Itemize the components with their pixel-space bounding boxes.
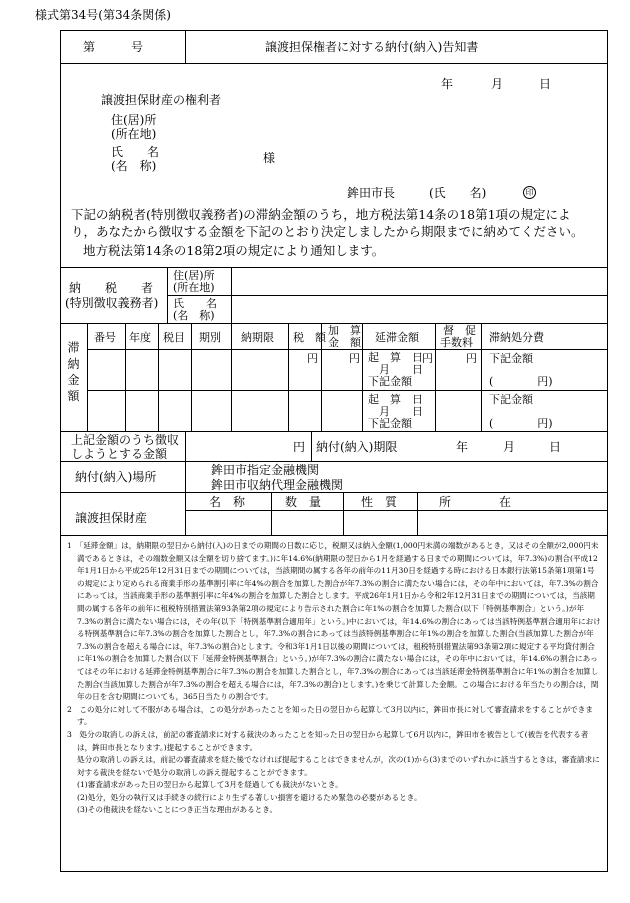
body-para1-line2: り，あなたから徴収する金額を下記のとおり決定しましたから期限までに納めてください。	[71, 224, 584, 239]
disposition-yen: ( 円)	[489, 375, 553, 388]
note-3: 3 処分の取消しの訴えは，前記の審査請求に対する裁決のあったことを知った日の翌日から起算して6月以内に，鉾田市を被告として(被告を代表する者は，鉾田市長となります。)提起することができます。	[67, 729, 589, 752]
issuer-title: 鉾田市長	[347, 186, 396, 200]
calc-below-amount: 下記金額	[368, 417, 412, 430]
recipient-address-sub: (所在地)	[111, 127, 157, 141]
amount-label-1: 上記金額のうち徴収	[71, 433, 180, 447]
rule	[61, 461, 607, 462]
note-2: 2 この処分に対して不服がある場合は，この処分があったことを知った日の翌日から起算して3月以内に，鉾田市長に対して審査請求をすることができます。	[67, 704, 593, 727]
note-3-1: (1)審査請求があった日の翌日から起算して3月を経過しても裁決がないとき。	[77, 780, 343, 790]
col-addition-2: 金 額	[328, 336, 361, 349]
collateral-col-nature: 性 質	[361, 495, 398, 509]
taxpayer-address-sub: (所在地)	[173, 281, 215, 294]
arrears-side-label: 滞納金額	[66, 341, 80, 406]
calc-month-day: 月 日	[379, 363, 423, 376]
col-demand-1: 督 促	[443, 324, 476, 337]
rule	[167, 295, 607, 296]
tax-amount-yen: 円	[307, 352, 318, 365]
notice-number-label: 第 号	[83, 40, 144, 54]
payment-place-2: 鉾田市収納代理金融機関	[211, 478, 344, 492]
amount-yen: 円	[293, 440, 306, 454]
notice-form	[60, 30, 608, 536]
rule	[481, 323, 482, 431]
rule	[311, 431, 312, 461]
col-demand-2: 手数料	[440, 336, 473, 349]
disposition-below-amount: 下記金額	[489, 393, 533, 406]
taxpayer-name-sub: (名 称)	[173, 309, 215, 322]
rule	[231, 323, 232, 431]
recipient-heading: 譲渡担保財産の権利者	[101, 93, 222, 107]
rule	[61, 431, 607, 432]
disposition-yen: ( 円)	[489, 417, 553, 430]
col-number: 番号	[94, 331, 116, 344]
col-period: 期別	[199, 331, 221, 344]
addition-yen: 円	[349, 352, 360, 365]
col-delinquency: 延滞金額	[375, 331, 419, 344]
rule	[185, 492, 186, 536]
rule	[87, 390, 607, 391]
calc-month-day: 月 日	[379, 405, 423, 418]
recipient-address-label: 住(居)所	[111, 113, 157, 127]
collateral-label: 譲渡担保財産	[75, 511, 148, 525]
payment-place-1: 鉾田市指定金融機関	[211, 463, 320, 477]
note-3-2: (2)処分，処分の執行又は手続きの続行により生ずる著しい損害を避けるため緊急の必要があるとき。	[77, 792, 422, 802]
taxpayer-label-sub: (特別徴収義務者)	[65, 296, 159, 310]
body-para1-line1: 下記の納税者(特別徴収義務者)の滞納金額のうち，地方税法第14条の18第1項の規定によ	[71, 207, 571, 222]
issuer-name-label: (氏 名)	[429, 186, 487, 200]
col-addition-1: 加 算	[328, 324, 361, 337]
col-fiscal-year: 年度	[129, 331, 151, 344]
calc-start: 起 算 日	[368, 393, 423, 406]
document-title: 譲渡担保権者に対する納付(納入)告知書	[265, 40, 479, 54]
collateral-col-qty: 数 量	[285, 495, 322, 509]
rule	[185, 510, 607, 511]
deadline-day: 日	[549, 440, 562, 454]
col-tax-amount: 税 額	[293, 331, 326, 344]
recipient-name-sub: (名 称)	[111, 159, 157, 173]
col-due-date: 納期限	[241, 331, 274, 344]
rule	[288, 323, 289, 431]
rule	[61, 267, 607, 268]
body-para2: 地方税法第14条の18第2項の規定により通知します。	[83, 243, 385, 258]
honorific: 様	[263, 151, 276, 165]
date-day: 日	[539, 77, 552, 91]
date-year: 年	[441, 77, 454, 91]
amount-label-2: しようとする金額	[71, 447, 168, 461]
demand-yen: 円	[466, 352, 477, 365]
deadline-label: 納付(納入)期限	[316, 440, 398, 454]
form-number: 様式第34号(第34条関係)	[35, 8, 171, 22]
collateral-col-name: 名 称	[209, 495, 246, 509]
disposition-below-amount: 下記金額	[489, 352, 533, 365]
taxpayer-label: 納 税 者	[69, 281, 154, 295]
rule	[362, 323, 363, 431]
rule	[125, 323, 126, 431]
calc-start: 起 算 日	[368, 351, 423, 364]
calc-below-amount: 下記金額	[368, 375, 412, 388]
col-tax-item: 税目	[163, 331, 185, 344]
taxpayer-name-label: 氏 名	[173, 297, 217, 310]
rule	[87, 349, 607, 350]
rule	[271, 492, 272, 536]
rule	[191, 323, 192, 431]
col-disposition: 滞納処分費	[489, 331, 544, 344]
payment-place-label: 納付(納入)場所	[75, 470, 157, 484]
notes-section	[60, 536, 608, 872]
note-3-3: (3)その他裁決を経ないことにつき正当な理由があるとき。	[77, 805, 278, 815]
note-3b: 処分の取消しの訴えは，前記の審査請求を経た後でなければ提起することはできませんが，次の(1)から(3)までのいずれかに該当するときは，審査請求に対する裁決を経ないで処分の取消しの訴え提起することができます。	[77, 755, 600, 777]
rule	[343, 492, 344, 536]
recipient-name-label: 氏 名	[111, 145, 160, 159]
rule	[61, 492, 607, 493]
taxpayer-address-label: 住(居)所	[173, 269, 215, 282]
rule	[435, 323, 436, 431]
seal-mark: 印	[523, 186, 536, 199]
rule	[87, 323, 88, 431]
deadline-year: 年	[456, 440, 469, 454]
deadline-month: 月	[503, 440, 516, 454]
note-1: 1 「延滞金額」は，納期限の翌日から納付(入)の日までの期間の日数に応じ，税額又は納入金額(1,000円未満の端数があるとき，又はその全額が2,000円未満であるときは，その端数金額又は全額を切り捨てます。)に年14.6%(納期限の翌日から1月を経過する日までの期間については，年7.3%)の割合(平成12年1月1日から平成25年12月31日までの期間については，当該期間の属する各年の前年の11月30日を経過する時における日本銀行法第15条第1項第1号の規定により定められる商業手形の基準割引率に年4%の割合を加算した割合が年7.3%の割合に満たない場合には，その年中においては，年7.3%の割合にあっては，当該商業手形の基準割引率に年4%の割合を加算した割合とします。平成26年1月1日から令和2年12月31日までの期間については，当該期間の属する各年の前年に租税特別措置法第93条第2項の規定により告示された割合に年1%の割合を加算した割合(以下「特例基準割合」という。)が年7.3%の割合に満たない場合には，その年(以下「特例基準割合適用年」という。)中においては，年14.6%の割合にあっては当該特例基準割合適用年における特例基準割合に年7.3%の割合を加算した割合とし，年7.3%の割合にあっては当該特例基準割合に年1%の割合を加算した割合(当該加算した割合が年7.3%の割合を超える場合には，年7.3%の割合)とします。令和3年1月1日以後の期間については，租税特別措置法第93条第2項に規定する平均貸付割合に年1%の割合を加算した割合(以下「延滞金特例基準割合」という。)が年7.3%の割合に満たない場合には，その年中においては，年14.6%の割合にあってはその年における延滞金特例基準割合に年7.3%の割合を加算した割合とし，年7.3%の割合にあっては当該延滞金特例基準割合に年1%の割合を加算した割合(当該加算した割合が年7.3%の割合を超える場合には，年7.3%の割合)とします。)を乗じて計算した金額。この場合における年当たりの割合は，閏年の日を含む期間についても，365日当たりの割合です。	[67, 541, 601, 702]
delinquency-yen: 円	[422, 352, 433, 365]
rule	[417, 492, 418, 536]
collateral-col-location: 所 在	[439, 495, 512, 509]
rule	[158, 323, 159, 431]
date-month: 月	[491, 77, 504, 91]
rule	[61, 63, 607, 64]
header-divider	[185, 31, 186, 63]
